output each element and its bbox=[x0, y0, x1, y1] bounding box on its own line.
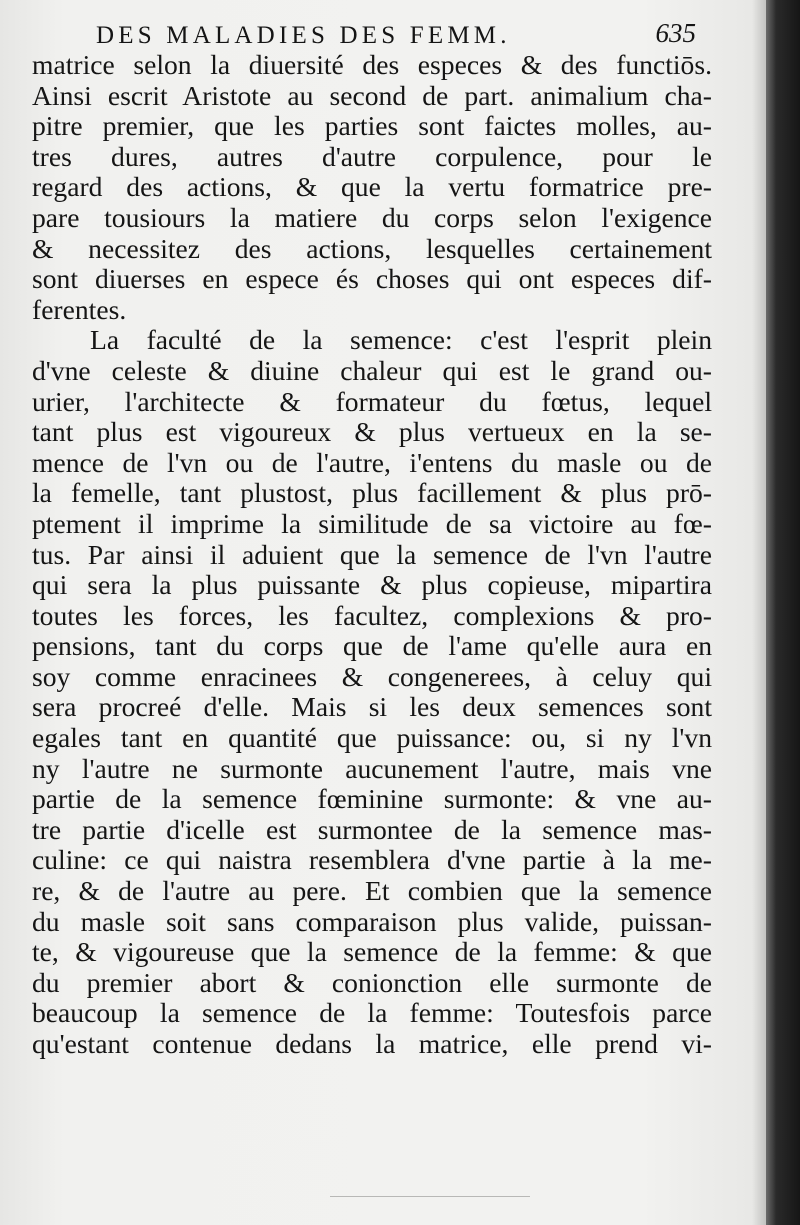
text-line: tres dures, autres d'autre corpulence, pour le bbox=[32, 140, 712, 172]
text-line: te, & vigoureuse que la semence de la femme: & que bbox=[32, 936, 712, 968]
text-line: toutes les forces, les facultez, complexions & pro- bbox=[32, 599, 712, 631]
text-line: soy comme enracinees & congenerees, à celuy qui bbox=[32, 660, 712, 692]
running-head: DES MALADIES DES FEMM. bbox=[96, 22, 511, 49]
text-line: partie de la semence fœminine surmonte: & vne au- bbox=[32, 783, 712, 815]
text-line: mence de l'vn ou de l'autre, i'entens du masle ou de bbox=[32, 446, 712, 478]
text-line: tant plus est vigoureux & plus vertueux en la se- bbox=[32, 416, 712, 448]
text-line: d'vne celeste & diuine chaleur qui est le grand ou- bbox=[32, 354, 712, 386]
text-line: tre partie d'icelle est surmontee de la semence mas- bbox=[32, 813, 712, 845]
text-line: beaucoup la semence de la femme: Toutesfois parce bbox=[32, 997, 712, 1029]
text-line: & necessitez des actions, lesquelles certainement bbox=[32, 232, 712, 264]
text-line: ferentes. bbox=[32, 293, 127, 325]
text-line: matrice selon la diuersité des especes & des functiōs. bbox=[32, 49, 712, 80]
text-line: du masle soit sans comparaison plus valide, puissan- bbox=[32, 905, 712, 937]
text-line: la femelle, tant plustost, plus facillement & plus prō- bbox=[32, 477, 712, 509]
text-line: sera procreé d'elle. Mais si les deux semences sont bbox=[32, 691, 712, 723]
text-line: du premier abort & conionction elle surmonte de bbox=[32, 966, 712, 998]
paragraph-start-line: La faculté de la semence: c'est l'esprit plein bbox=[90, 324, 712, 356]
text-line: egales tant en quantité que puissance: ou, si ny l'vn bbox=[32, 722, 712, 754]
text-line: ptement il imprime la similitude de sa victoire au fœ- bbox=[32, 507, 712, 539]
bottom-rule bbox=[330, 1196, 530, 1197]
text-line: pitre premier, que les parties sont faictes molles, au- bbox=[32, 110, 712, 142]
text-line: Ainsi escrit Aristote au second de part. animalium cha- bbox=[32, 79, 712, 111]
book-spine-edge bbox=[766, 0, 800, 1225]
text-line: ny l'autre ne surmonte aucunement l'autre, mais vne bbox=[32, 752, 712, 784]
text-line: pensions, tant du corps que de l'ame qu'elle aura en bbox=[32, 630, 712, 662]
text-line: qui sera la plus puissante & plus copieuse, mipartira bbox=[32, 569, 712, 601]
text-line: regard des actions, & que la vertu formatrice pre- bbox=[32, 171, 712, 203]
text-line: urier, l'architecte & formateur du fœtus, lequel bbox=[32, 385, 712, 417]
text-line: pare tousiours la matiere du corps selon l'exigence bbox=[32, 201, 712, 233]
text-line: qu'estant contenue dedans la matrice, elle prend vi- bbox=[32, 1028, 712, 1059]
text-line: tus. Par ainsi il aduient que la semence de l'vn l'autre bbox=[32, 538, 712, 570]
page-number: 635 bbox=[655, 18, 696, 48]
body-text bbox=[32, 50, 712, 1060]
text-line: culine: ce qui naistra resemblera d'vne partie à la me- bbox=[32, 844, 712, 876]
text-line: sont diuerses en espece és choses qui ont especes dif- bbox=[32, 263, 712, 295]
text-line: re, & de l'autre au pere. Et combien que la semence bbox=[32, 875, 712, 907]
